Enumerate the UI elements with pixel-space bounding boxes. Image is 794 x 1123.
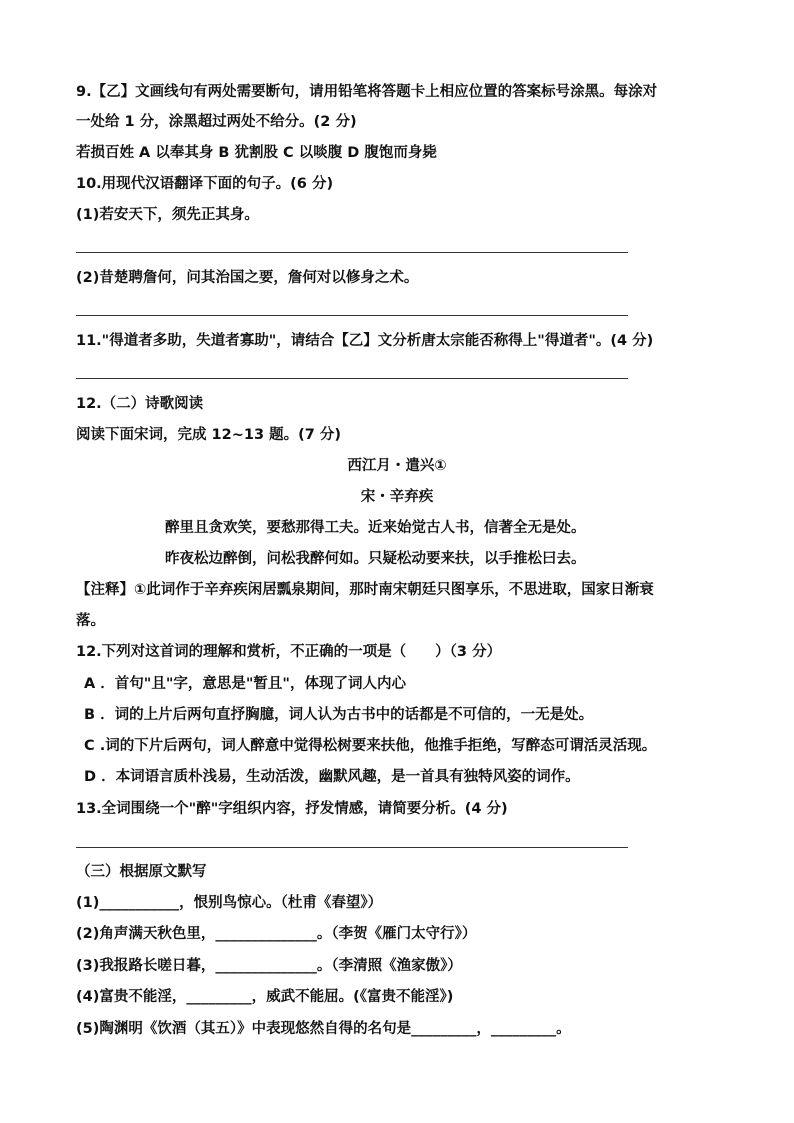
poem-note-line-2: 落。: [76, 613, 105, 629]
q11-answer-line[interactable]: [76, 378, 628, 379]
poem-line-2: 昨夜松边醉倒，问松我醉何如。只疑松动要来扶，以手推松曰去。: [165, 551, 586, 567]
q10-answer-line-2[interactable]: [76, 315, 628, 316]
poem-note-line-1: 【注释】①此词作于辛弃疾闲居瓢泉期间，那时南宋朝廷只图享乐，不思进取，国家日渐衰: [76, 582, 654, 598]
dictation-item-2[interactable]: (2)角声满天秋色里，______________。（李贺《雁门太守行》）: [76, 926, 477, 942]
dictation-item-5[interactable]: (5)陶渊明《饮酒（其五）》中表现悠然自得的名句是_________，_________。: [76, 1021, 571, 1037]
q11-title: 11."得道者多助，失道者寡助"，请结合【乙】文分析唐太宗能否称得上"得道者"。(4 分): [76, 333, 654, 349]
q10-title: 10.用现代汉语翻译下面的句子。(6 分): [76, 176, 334, 192]
dictation-item-1[interactable]: (1)___________，恨别鸟惊心。（杜甫《春望》）: [76, 895, 383, 911]
q12-question: 12.下列对这首词的理解和赏析，不正确的一项是（ ）（3 分）: [76, 644, 502, 660]
poem-title: 西江月・遣兴①: [347, 458, 447, 474]
q10-answer-line-1[interactable]: [76, 252, 628, 253]
q12-option-a[interactable]: A ．首句"且"字，意思是"暂且"，体现了词人内心: [84, 676, 406, 692]
q13-title: 13.全词围绕一个"醉"字组织内容，抒发情感，请简要分析。(4 分): [76, 801, 508, 817]
q10-sentence-1: (1)若安天下，须先正其身。: [76, 207, 259, 223]
q12-intro: 阅读下面宋词，完成 12~13 题。(7 分): [76, 427, 341, 443]
dictation-item-3[interactable]: (3)我报路长嗟日暮，______________。（李清照《渔家傲》）: [76, 958, 462, 974]
q9-options: 若损百姓 A 以奉其身 B 犹割股 C 以啖腹 D 腹饱而身毙: [76, 145, 437, 161]
poem-author: 宋・辛弃疾: [360, 489, 434, 505]
q9-line2: 一处给 1 分，涂黑超过两处不给分。(2 分): [76, 114, 357, 130]
dictation-item-4[interactable]: (4)富贵不能淫，_________，威武不能屈。(《富贵不能淫》): [76, 989, 454, 1005]
q12-option-d[interactable]: D ．本词语言质朴浅易，生动活泼，幽默风趣，是一首具有独特风姿的词作。: [84, 769, 580, 785]
poem-line-1: 醉里且贪欢笑，要愁那得工夫。近来始觉古人书，信著全无是处。: [165, 520, 586, 536]
q9-line1: 9.【乙】文画线句有两处需要断句，请用铅笔将答题卡上相应位置的答案标号涂黑。每涂对: [76, 84, 658, 100]
q12-option-c[interactable]: C .词的下片后两句，词人醉意中觉得松树要来扶他，他推手拒绝，写醉态可谓活灵活现。: [84, 738, 657, 754]
dictation-heading: （三）根据原文默写: [76, 864, 207, 880]
q13-answer-line[interactable]: [76, 847, 628, 848]
q12-option-b[interactable]: B ．词的上片后两句直抒胸臆，词人认为古书中的话都是不可信的，一无是处。: [84, 707, 594, 723]
q12-section-heading: 12.（二）诗歌阅读: [76, 396, 204, 412]
q10-sentence-2: (2)昔楚聘詹何，问其治国之要，詹何对以修身之术。: [76, 270, 419, 286]
